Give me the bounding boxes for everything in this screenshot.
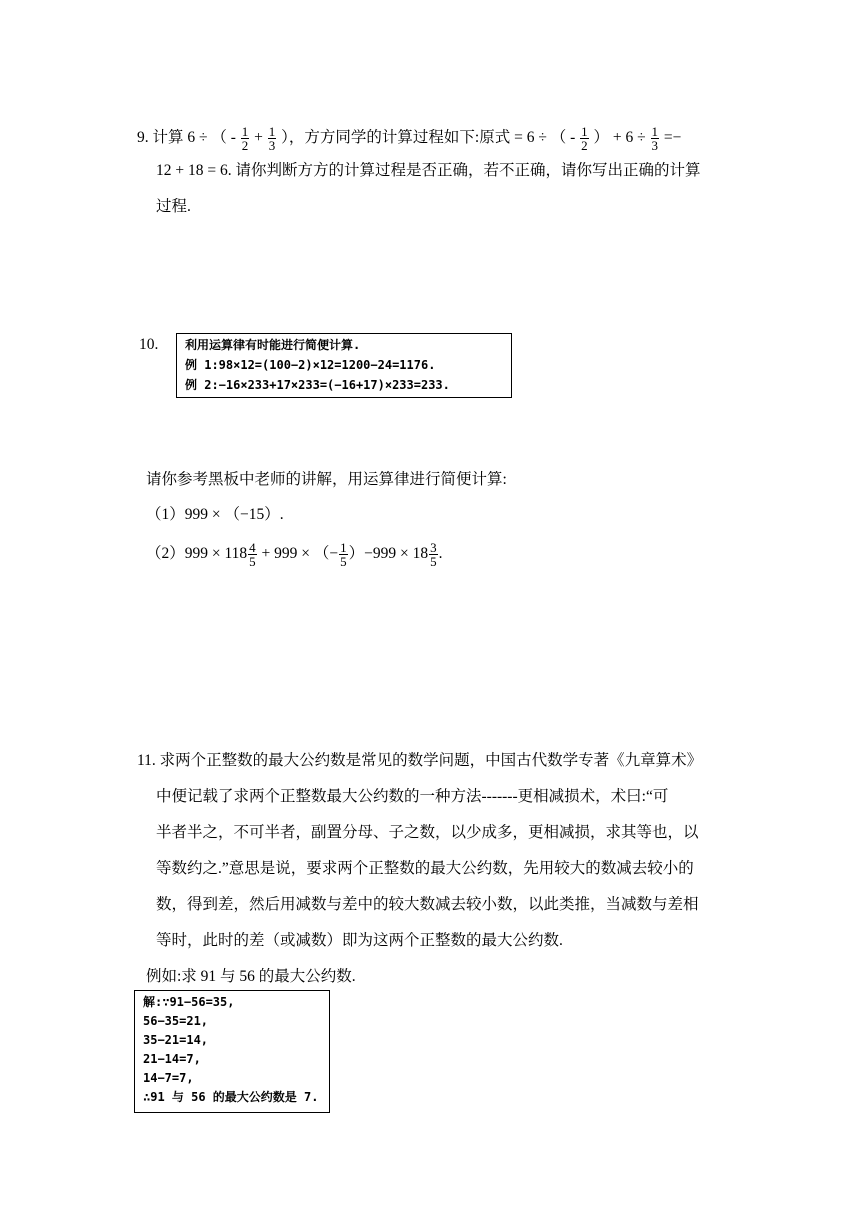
fraction: $\frac{3}{5}$ [430, 540, 437, 569]
q11-line-3: 半者半之，不可半者，副置分母、子之数，以少成多，更相减损，求其等也，以 [156, 824, 699, 841]
fraction: $\frac{1}{2}$ [581, 124, 588, 153]
solution-line-5: 14−7=7, [143, 1071, 194, 1085]
solution-line-2: 56−35=21, [143, 1014, 209, 1028]
fraction: $\frac{1}{2}$ [241, 124, 249, 153]
q11-line-4: 等数约之.”意思是说，要求两个正整数的最大公约数，先用较大的数减去较小的 [156, 860, 694, 877]
solution-line-3: 35−21=14, [143, 1033, 209, 1047]
q11-line-1: 11. 求两个正整数的最大公约数是常见的数学问题，中国古代数学专著《九章算术》 [137, 752, 703, 769]
q9-line-1 [137, 125, 681, 152]
q11-example: 例如:求 91 与 56 的最大公约数. [146, 968, 356, 985]
q9-text-5: =− [663, 129, 682, 147]
solution-line-1: 解:∵91−56=35, [143, 995, 235, 1009]
q10-sub2-text-a: （2）999 × 118 [146, 545, 248, 563]
q9-text-3: ），方方同学的计算过程如下:原式 = 6 ÷ （ - [281, 129, 576, 147]
blackboard-box [176, 333, 512, 398]
q10-sub2 [146, 541, 443, 568]
q10-sub2-text-d: . [438, 545, 443, 563]
q9-line-2: 12 + 18 = 6. 请你判断方方的计算过程是否正确，若不正确，请你写出正确的计算 [156, 162, 701, 179]
solution-line-6: ∴91 与 56 的最大公约数是 7. [143, 1090, 319, 1104]
board-line-2: 例 1:98×12=(100−2)×12=1200−24=1176. [185, 358, 436, 372]
q10-prompt: 请你参考黑板中老师的讲解，用运算律进行简便计算: [146, 471, 507, 488]
fraction: $\frac{1}{5}$ [340, 540, 347, 569]
q11-line-2: 中便记载了求两个正整数最大公约数的一种方法-------更相减损术，术曰:“可 [156, 788, 669, 805]
q11-line-6: 等时，此时的差（或减数）即为这两个正整数的最大公约数. [156, 932, 563, 949]
board-line-3: 例 2:−16×233+17×233=(−16+17)×233=233. [185, 378, 450, 392]
q10-sub1: （1）999 × （−15）. [146, 506, 284, 523]
q10-sub2-text-b: + 999 × （− [261, 545, 339, 563]
q10-sub2-text-c: ）−999 × 18 [348, 545, 429, 563]
q9-line-3: 过程. [156, 198, 191, 215]
solution-line-4: 21−14=7, [143, 1052, 201, 1066]
fraction: $\frac{1}{3}$ [651, 124, 659, 153]
q9-text-1: 9. 计算 6 ÷ （ - [137, 129, 236, 147]
q11-line-5: 数，得到差，然后用减数与差中的较大数减去较小数，以此类推，当减数与差相 [156, 896, 699, 913]
q10-number: 10. [139, 336, 159, 353]
fraction: $\frac{1}{3}$ [268, 124, 276, 153]
q9-text-4: ） + 6 ÷ [593, 129, 646, 147]
fraction: $\frac{4}{5}$ [249, 540, 256, 569]
solution-box [134, 990, 330, 1113]
board-line-1: 利用运算律有时能进行简便计算. [185, 338, 361, 352]
q9-text-2: + [254, 129, 263, 147]
